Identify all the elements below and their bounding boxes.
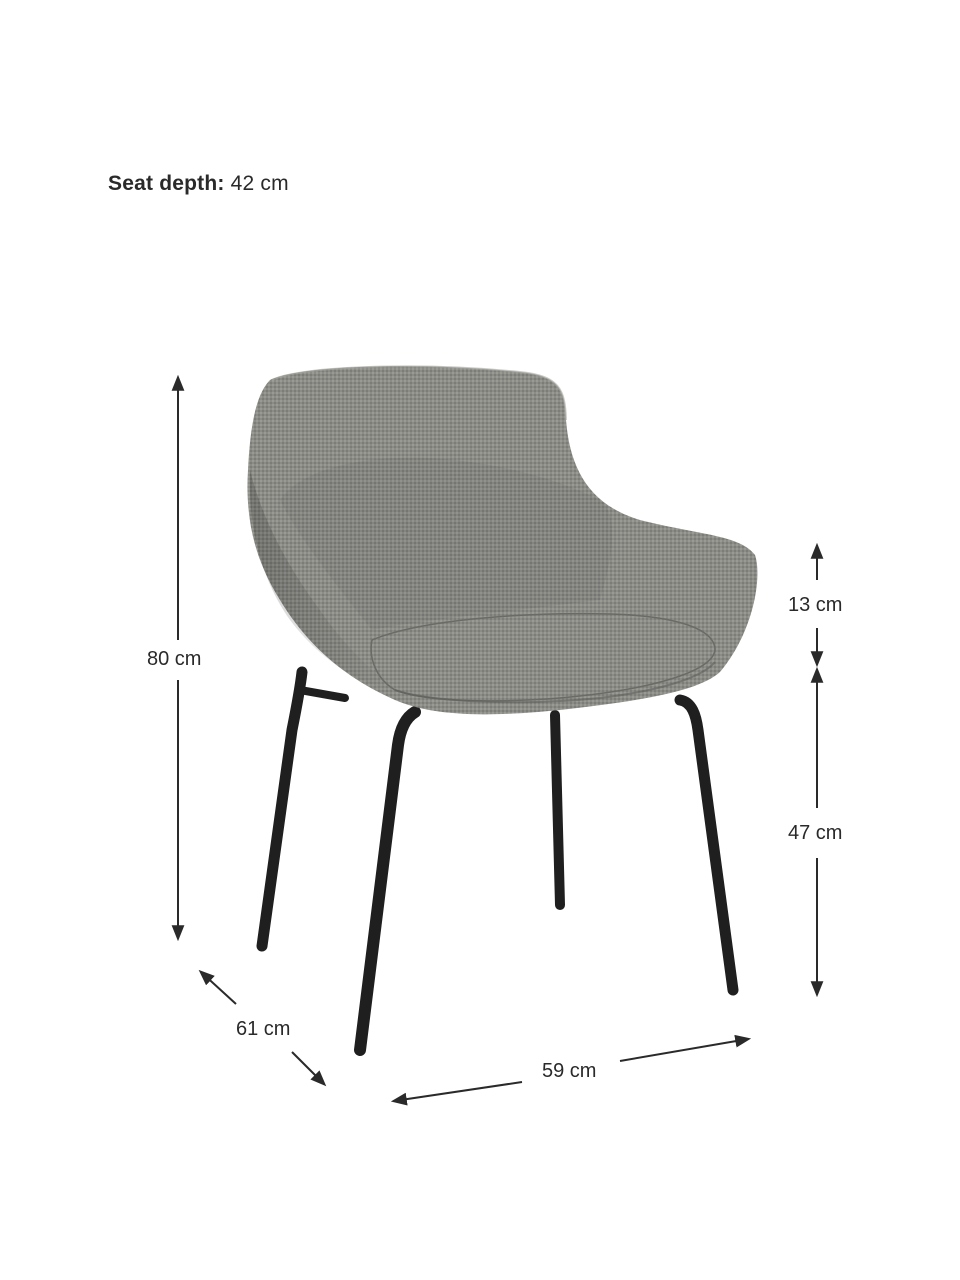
width-line-right (620, 1039, 748, 1061)
armrest-height-label: 13 cm (788, 594, 843, 616)
depth-label: 61 cm (236, 1018, 291, 1040)
depth-line-top (201, 972, 236, 1004)
chair-legs (262, 672, 733, 1050)
height-total-label: 80 cm (147, 648, 202, 670)
depth-line-bottom (292, 1052, 324, 1084)
width-line-left (394, 1082, 522, 1101)
chair-shell (247, 366, 757, 714)
seat-depth-value: 42 cm (230, 172, 289, 195)
seat-depth-label: Seat depth: (108, 172, 225, 195)
seat-height-label: 47 cm (788, 822, 843, 844)
width-label: 59 cm (542, 1060, 597, 1082)
